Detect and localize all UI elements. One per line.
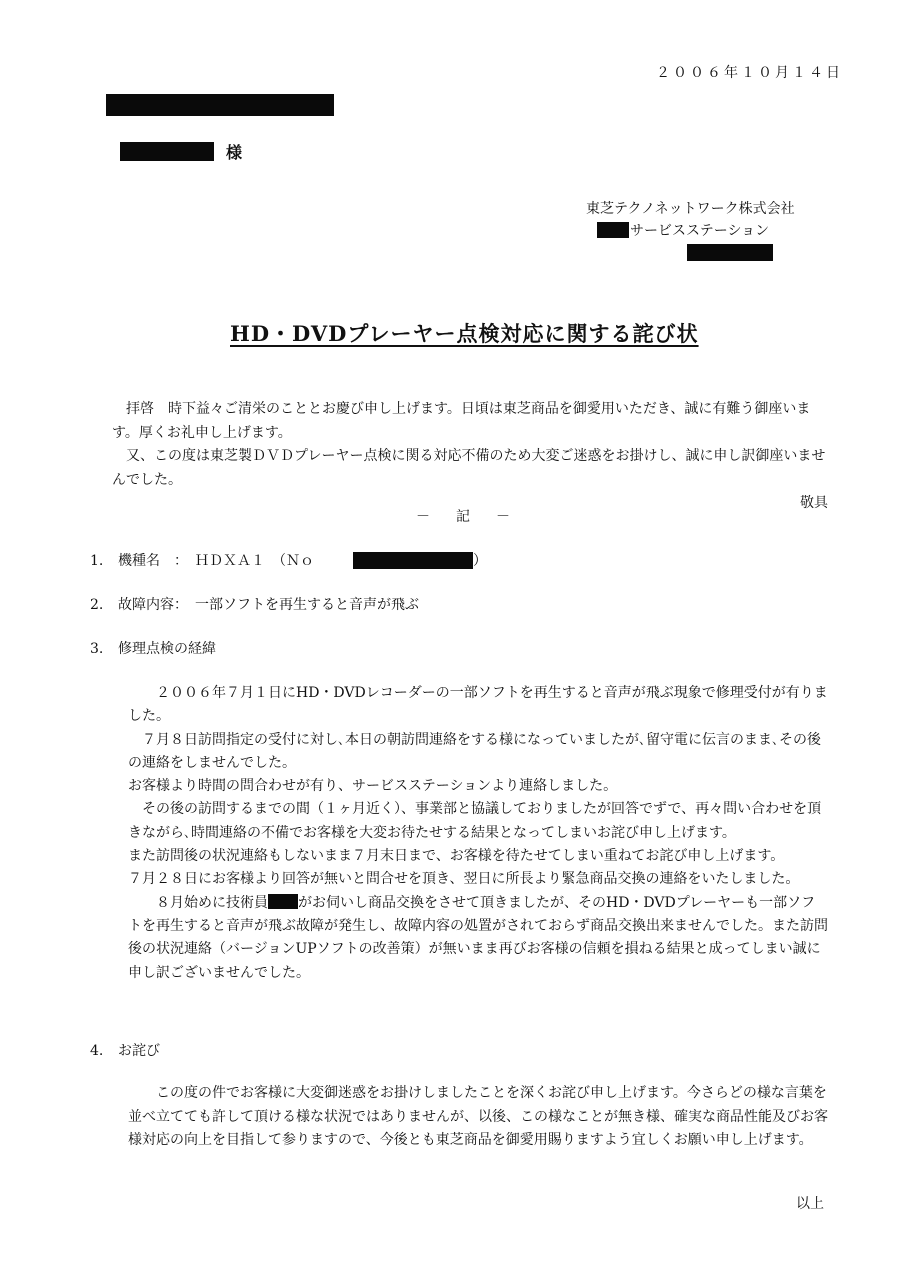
history-paragraph <box>128 892 828 985</box>
item-close-paren: ） <box>473 553 487 569</box>
history-paragraph: ２００６年７月１日にHD・DVDレコーダーの一部ソフトを再生すると音声が飛ぶ現象で修理受付が有りました。 <box>128 685 828 725</box>
closing-keigu: 敬具 <box>800 495 828 511</box>
item-number: 4. <box>90 1043 104 1059</box>
item-label: お詫び <box>118 1043 160 1059</box>
item-label: 故障内容： 一部ソフトを再生すると音声が飛ぶ <box>118 597 419 613</box>
item-apology <box>90 1040 160 1062</box>
intro-section <box>112 398 828 516</box>
history-paragraph: お客様より時間の問合わせが有り、サービスステーションより連絡しました。 <box>128 778 618 795</box>
letter-title: HD・DVDプレーヤー点検対応に関する詫び状 <box>230 321 699 346</box>
redacted-inline <box>268 894 298 909</box>
item-history <box>90 638 216 660</box>
apology-section <box>128 1082 828 1153</box>
history-paragraph: その後の訪問するまでの間（１ヶ月近く）、事業部と協議しておりましたが回答でずで、再々問い合わせを頂きながら､時間連絡の不備でお客様を大変お待たせする結果となってしまいお詫び申し上げます。 <box>128 801 822 841</box>
intro-paragraph: 又、この度は東芝製ＤＶＤプレーヤー点検に関る対応不備のため大変ご迷惑をお掛けし、誠に申し訳御座いませんでした。 <box>112 448 826 488</box>
item-number: 1. <box>90 553 104 569</box>
redacted-block <box>106 94 334 116</box>
intro-paragraph: 拝啓 時下益々ご清栄のこととお慶び申し上げます。日頃は東芝商品を御愛用いただき、誠に有難う御座います。厚くお礼申し上げます。 <box>112 401 811 441</box>
letter-date: ２００６年１０月１４日 <box>656 65 843 81</box>
recipient-honorific: 様 <box>226 143 243 162</box>
item-label: 機種名 ： ＨＤＸＡ１ （Ｎｏ <box>118 553 314 569</box>
history-paragraph: ７月８日訪問指定の受付に対し､本日の朝訪問連絡をする様になっていましたが､留守電に伝言のまま､その後の連絡をしませんでした。 <box>128 731 821 771</box>
redacted-block <box>353 552 473 569</box>
history-section <box>128 682 828 985</box>
apology-paragraph: この度の件でお客様に大変御迷惑をお掛けしましたことを深くお詫び申し上げます。今さらどの様な言葉を並べ立てても許して頂ける様な状況ではありませんが、以後、この様なことが無き様、確実な商品性能及びお客様対応の向上を目指して参りますので、今後とも東芝商品を御愛用賜りますよう宜しくお願い申し上げます。 <box>128 1085 828 1148</box>
redacted-block <box>597 222 629 238</box>
item-number: 2. <box>90 597 104 613</box>
item-number: 3. <box>90 641 104 657</box>
history-paragraph: また訪問後の状況連絡もしないまま７月末日まで、お客様を待たせてしまい重ねてお詫び申し上げます。 <box>128 848 785 865</box>
item-label: 修理点検の経緯 <box>118 641 216 657</box>
redacted-block <box>120 142 214 161</box>
history-text: がお伺いし商品交換をさせて頂きましたが、そのHD・DVDプレーヤーも一部ソフトを再生すると音声が飛ぶ故障が発生し、故障内容の処置がされておらず商品交換出来ませんでした。また訪問後の状況連絡（バージョンUPソフトの改善策）が無いまま再びお客様の信頼を損ねる結果と成ってしまい誠に申し訳ございませんでした。 <box>128 894 828 981</box>
item-fault <box>90 594 419 616</box>
history-text: ８月始めに技術員 <box>156 894 268 911</box>
item-model <box>90 550 314 572</box>
redacted-block <box>687 244 773 261</box>
ki-heading: － 記 － <box>416 509 516 525</box>
history-paragraph: ７月２８日にお客様より回答が無いと問合せを頂き、翌日に所長より緊急商品交換の連絡をいたしました。 <box>128 871 800 888</box>
sender-company: 東芝テクノネットワーク株式会社 <box>586 201 795 217</box>
closing-ijou: 以上 <box>796 1196 824 1212</box>
sender-station: サービスステーション <box>630 223 770 239</box>
